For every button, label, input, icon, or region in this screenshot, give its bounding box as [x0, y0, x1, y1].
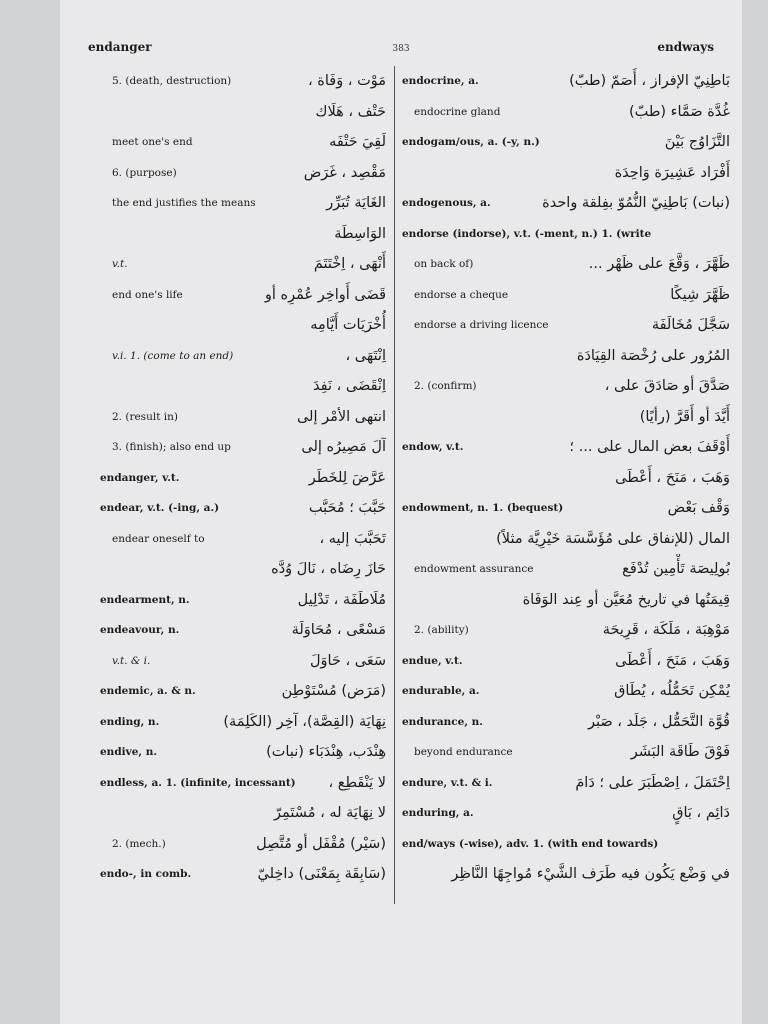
english-text: v.i. 1. (come to an end): [112, 349, 234, 362]
dictionary-entry-line: [100, 646, 386, 677]
dictionary-entry-line: [402, 493, 730, 524]
arabic-translation: سَجَّلَ مُخَالَفَة: [651, 317, 730, 334]
dictionary-entry-line: [100, 66, 386, 97]
english-text: endear oneself to: [112, 532, 205, 545]
english-text: endive, n.: [100, 746, 158, 759]
english-text: endurable, a.: [402, 685, 480, 698]
dictionary-entry-line: [402, 341, 730, 372]
dictionary-entry-line: [402, 768, 730, 799]
dictionary-entry-line: [100, 463, 386, 494]
arabic-translation: حَتْف ، هَلَاك: [315, 103, 386, 120]
arabic-translation: الغَايَة تُبَرِّر: [326, 195, 386, 212]
english-text: beyond endurance: [414, 746, 513, 759]
dictionary-entry-line: [100, 432, 386, 463]
arabic-translation: مَسْعًى ، مُحَاوَلَة: [291, 622, 386, 639]
arabic-translation: آلَ مَصِيرُه إلى: [301, 439, 386, 456]
arabic-translation: أُخْرَيَات أَيَّامِه: [310, 317, 386, 334]
arabic-translation: تَحَبَّبَ إليه ،: [319, 530, 386, 547]
right-column: [402, 66, 730, 890]
arabic-translation: سَعَى ، حَاوَلَ: [309, 652, 386, 669]
english-text: endowment, n. 1. (bequest): [402, 502, 564, 515]
dictionary-entry-line: [402, 737, 730, 768]
dictionary-entry-line: [402, 127, 730, 158]
dictionary-entry-line: [100, 310, 386, 341]
english-text: on back of): [414, 258, 474, 271]
english-text: 2. (result in): [112, 410, 178, 423]
english-text: endless, a. 1. (infinite, incessant): [100, 776, 296, 789]
arabic-translation: انتهى الأمْر إلى: [296, 408, 386, 425]
arabic-translation: حَبَّبَ ؛ مُحَبَّب: [308, 500, 386, 517]
dictionary-entry-line: [100, 97, 386, 128]
arabic-translation: لَقِيَ حَتْفَه: [329, 134, 386, 151]
english-text: endure, v.t. & i.: [402, 776, 493, 789]
dictionary-entry-line: [402, 859, 730, 890]
dictionary-entry-line: [100, 859, 386, 890]
english-text: end/ways (-wise), adv. 1. (with end towards): [402, 837, 659, 850]
english-text: endearment, n.: [100, 593, 190, 606]
arabic-translation: مُلَاطَفَة ، تَدْلِيل: [297, 591, 386, 608]
arabic-translation: هِنْدَب، هِنْدَبَاء (نبات): [266, 744, 386, 761]
arabic-translation: الوَاسِطَة: [334, 225, 386, 242]
header-left-guideword: endanger: [88, 40, 152, 54]
arabic-translation: قَضَى أَواخِر عُمْرِه أو: [264, 286, 386, 303]
english-text: 2. (confirm): [414, 380, 477, 393]
page-header: [88, 40, 714, 60]
arabic-translation: عَرَّضَ لِلخَطَر: [308, 469, 386, 486]
english-text: endemic, a. & n.: [100, 685, 196, 698]
dictionary-entry-line: [402, 280, 730, 311]
arabic-translation: صَدَّقَ أو صَادَقَ على ،: [604, 378, 730, 395]
arabic-translation: وَهَبَ ، مَنَحَ ، أَعْطَى: [615, 652, 730, 669]
english-text: endorse (indorse), v.t. (-ment, n.) 1. (write: [402, 227, 652, 240]
dictionary-entry-line: [402, 676, 730, 707]
arabic-translation: (مَرَض) مُسْتَوْطِن: [281, 683, 386, 700]
page-number: 383: [392, 44, 410, 54]
english-text: the end justifies the means: [112, 197, 256, 210]
english-text: meet one's end: [112, 136, 193, 149]
arabic-translation: أَنْهَى ، اِخْتَتَمَ: [313, 256, 386, 273]
english-text: 5. (death, destruction): [112, 75, 232, 88]
arabic-translation: لا نِهَايَة له ، مُسْتَمِرّ: [274, 805, 386, 822]
english-text: endear, v.t. (-ing, a.): [100, 502, 220, 515]
arabic-translation: نِهَايَة (القِصَّة)، آخِر (الكَلِمَة): [223, 713, 386, 730]
dictionary-entry-line: [100, 585, 386, 616]
arabic-translation: في وَضْع يَكُون فيه طَرَف الشَّيْء مُواجِهًا النَّاظِر: [451, 866, 730, 883]
dictionary-entry-line: [402, 432, 730, 463]
dictionary-entry-line: [402, 554, 730, 585]
arabic-translation: وَهَبَ ، مَنَحَ ، أَعْطَى: [615, 469, 730, 486]
left-column: [100, 66, 386, 890]
arabic-translation: أَفْرَاد عَشِيرَة وَاحِدَة: [614, 164, 730, 181]
arabic-translation: ظَهَّرَ شِيكًا: [670, 286, 730, 303]
dictionary-entry-line: [402, 463, 730, 494]
arabic-translation: التَّزَاوُج بَيْنَ: [664, 134, 730, 151]
arabic-translation: غُدَّة صَمَّاء (طبّ): [628, 103, 730, 120]
english-text: endue, v.t.: [402, 654, 463, 667]
arabic-translation: وَقْف بَعْض: [667, 500, 730, 517]
dictionary-entry-line: [402, 66, 730, 97]
english-text: endanger, v.t.: [100, 471, 180, 484]
arabic-translation: اِحْتَمَلَ ، اِصْطَبَرَ على ؛ دَامَ: [575, 774, 730, 791]
dictionary-entry-line: [100, 371, 386, 402]
dictionary-entry-line: [100, 127, 386, 158]
english-text: endurance, n.: [402, 715, 483, 728]
arabic-translation: مَوْهِبَة ، مَلَكَة ، قَرِيحَة: [602, 622, 730, 639]
arabic-translation: (سَيْر) مُقْفَل أو مُتَّصِل: [256, 835, 386, 852]
dictionary-entry-line: [100, 341, 386, 372]
dictionary-entry-line: [100, 524, 386, 555]
english-text: endeavour, n.: [100, 624, 180, 637]
dictionary-entry-line: [100, 798, 386, 829]
dictionary-entry-line: [100, 829, 386, 860]
dictionary-entry-line: [402, 829, 730, 860]
english-text: ending, n.: [100, 715, 160, 728]
dictionary-entry-line: [402, 615, 730, 646]
arabic-translation: (نبات) بَاطِنِيّ النُّمُوّ بفِلقة واحدة: [542, 195, 730, 212]
arabic-translation: يُمْكِن تَحَمُّلُه ، يُطَاق: [614, 683, 730, 700]
english-text: end one's life: [112, 288, 183, 301]
english-text: endow, v.t.: [402, 441, 464, 454]
english-text: endocrine, a.: [402, 75, 479, 88]
dictionary-entry-line: [100, 158, 386, 189]
english-text: enduring, a.: [402, 807, 474, 820]
english-text: 6. (purpose): [112, 166, 177, 179]
arabic-translation: مَوْت ، وَفَاة ،: [307, 73, 386, 90]
arabic-translation: أَيَّدَ أو أَقَرَّ (رأيًا): [639, 408, 730, 425]
arabic-translation: (سَابِقَة بِمَعْنَى) داخِليّ: [257, 866, 386, 883]
dictionary-entry-line: [100, 280, 386, 311]
column-divider: [394, 66, 395, 904]
dictionary-entry-line: [402, 402, 730, 433]
header-right-guideword: endways: [657, 40, 714, 54]
dictionary-entry-line: [100, 615, 386, 646]
dictionary-entry-line: [402, 707, 730, 738]
arabic-translation: المُرُور على رُخْصَة القِيَادَة: [576, 347, 730, 364]
english-text: endorse a driving licence: [414, 319, 549, 332]
arabic-translation: قُوَّة التَّحَمُّل ، جَلَد ، صَبْر: [587, 713, 730, 730]
arabic-translation: اِنْقَضَى ، نَفِدَ: [313, 378, 386, 395]
arabic-translation: مَقْصِد ، غَرَض: [303, 164, 386, 181]
dictionary-entry-line: [402, 371, 730, 402]
english-text: 2. (ability): [414, 624, 469, 637]
arabic-translation: المال (للإنفاق على مُؤَسَّسَة خَيْرِيَّة مثلاً): [496, 530, 730, 547]
arabic-translation: بُولِيصَة تَأْمِين تُدْفَع: [622, 561, 730, 578]
arabic-translation: قِيمَتُها في تاريخ مُعَيَّن أو عِند الوَفَاة: [522, 591, 730, 608]
dictionary-entry-line: [402, 798, 730, 829]
dictionary-entry-line: [100, 402, 386, 433]
dictionary-entry-line: [402, 524, 730, 555]
dictionary-entry-line: [402, 585, 730, 616]
dictionary-entry-line: [402, 188, 730, 219]
dictionary-entry-line: [402, 249, 730, 280]
dictionary-entry-line: [402, 97, 730, 128]
dictionary-entry-line: [100, 188, 386, 219]
dictionary-entry-line: [100, 676, 386, 707]
arabic-translation: ظَهَّرَ ، وَقَّعَ على ظَهْر ...: [588, 256, 730, 273]
dictionary-entry-line: [100, 737, 386, 768]
arabic-translation: دَائِم ، بَاقٍ: [672, 805, 730, 822]
english-text: endo-, in comb.: [100, 868, 192, 881]
dictionary-entry-line: [100, 554, 386, 585]
english-text: endowment assurance: [414, 563, 534, 576]
english-text: endocrine gland: [414, 105, 501, 118]
english-text: endogenous, a.: [402, 197, 491, 210]
english-text: 2. (mech.): [112, 837, 166, 850]
english-text: endorse a cheque: [414, 288, 509, 301]
english-text: v.t. & i.: [112, 654, 151, 667]
dictionary-entry-line: [100, 249, 386, 280]
dictionary-entry-line: [100, 219, 386, 250]
dictionary-page: [60, 0, 742, 1024]
dictionary-entry-line: [100, 768, 386, 799]
arabic-translation: حَازَ رِضَاه ، نَالَ وُدَّه: [271, 561, 386, 578]
english-text: 3. (finish); also end up: [112, 441, 231, 454]
arabic-translation: فَوْقَ طَاقَة البَشَر: [630, 744, 730, 761]
english-text: v.t.: [112, 258, 128, 271]
english-text: endogam/ous, a. (-y, n.): [402, 136, 540, 149]
dictionary-entry-line: [402, 646, 730, 677]
dictionary-entry-line: [402, 310, 730, 341]
dictionary-entry-line: [402, 158, 730, 189]
arabic-translation: بَاطِنِيّ الإفراز ، أَصَمّ (طبّ): [569, 73, 730, 90]
arabic-translation: أَوْقَفَ بعض المال على ... ؛: [569, 439, 730, 456]
arabic-translation: اِنْتَهَى ،: [345, 347, 386, 364]
dictionary-entry-line: [402, 219, 730, 250]
arabic-translation: لا يَنْقَطِع ،: [328, 774, 386, 791]
dictionary-entry-line: [100, 707, 386, 738]
dictionary-entry-line: [100, 493, 386, 524]
